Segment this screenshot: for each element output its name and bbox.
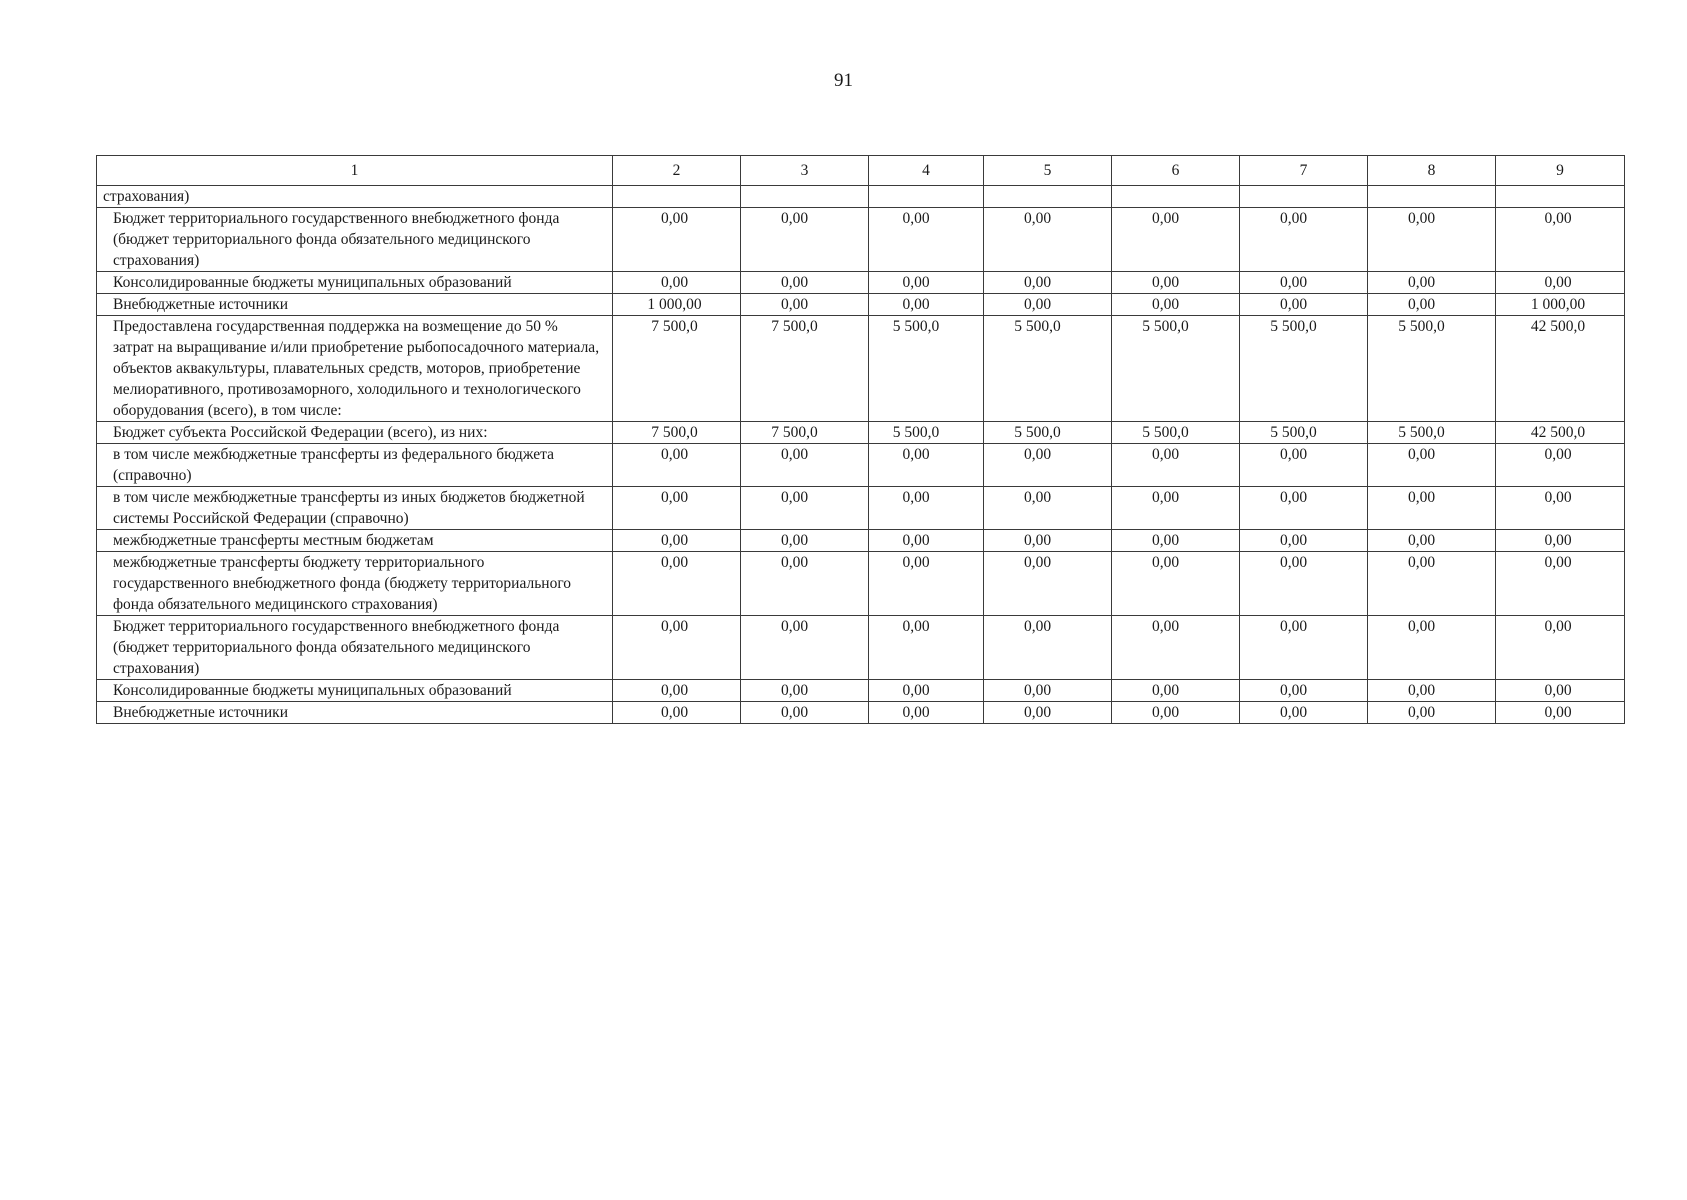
row-label: межбюджетные трансферты бюджету территориального государственного внебюджетного фонда (бюджету территориального фонда обязательного медицинского страхования): [97, 552, 613, 616]
table-row: [97, 680, 1625, 702]
table-body: [97, 186, 1625, 724]
table-cell: 1 000,00: [1496, 294, 1625, 316]
row-label: Консолидированные бюджеты муниципальных образований: [97, 680, 613, 702]
table-cell: 5 500,0: [869, 316, 984, 422]
table-cell: 7 500,0: [741, 422, 869, 444]
table-cell: 0,00: [984, 487, 1112, 530]
table-cell: 7 500,0: [741, 316, 869, 422]
page-number: 91: [834, 70, 853, 91]
table-cell: 0,00: [1240, 272, 1368, 294]
row-label: Бюджет субъекта Российской Федерации (всего), из них:: [97, 422, 613, 444]
table-cell: 0,00: [613, 272, 741, 294]
table-row: [97, 552, 1625, 616]
table-cell: 0,00: [1496, 487, 1625, 530]
table-cell: 0,00: [741, 702, 869, 724]
row-label: в том числе межбюджетные трансферты из иных бюджетов бюджетной системы Российской Федерации (справочно): [97, 487, 613, 530]
table-cell: 0,00: [1112, 208, 1240, 272]
table-cell: 0,00: [741, 487, 869, 530]
table-cell: 0,00: [1112, 444, 1240, 487]
table-cell: 0,00: [869, 680, 984, 702]
table-cell: 0,00: [869, 616, 984, 680]
table-cell: 0,00: [1496, 530, 1625, 552]
row-label: Внебюджетные источники: [97, 702, 613, 724]
table-cell: 0,00: [1368, 208, 1496, 272]
table-cell: 0,00: [613, 530, 741, 552]
table-cell: [1240, 186, 1368, 208]
table-cell: 0,00: [869, 208, 984, 272]
table-cell: 0,00: [1240, 294, 1368, 316]
table-cell: 0,00: [1368, 552, 1496, 616]
table-cell: 0,00: [1240, 444, 1368, 487]
table-cell: 0,00: [1240, 208, 1368, 272]
table-cell: 0,00: [1240, 702, 1368, 724]
table-cell: 0,00: [984, 616, 1112, 680]
table-cell: [741, 186, 869, 208]
column-header: 4: [869, 156, 984, 186]
table-cell: 5 500,0: [869, 422, 984, 444]
table-cell: 0,00: [1112, 530, 1240, 552]
table-cell: 0,00: [1112, 272, 1240, 294]
table-cell: 0,00: [984, 530, 1112, 552]
table-cell: [1368, 186, 1496, 208]
table-cell: 0,00: [613, 444, 741, 487]
table-cell: 0,00: [984, 294, 1112, 316]
table-cell: 0,00: [1112, 702, 1240, 724]
table-cell: 0,00: [1368, 680, 1496, 702]
row-label: Предоставлена государственная поддержка на возмещение до 50 % затрат на выращивание и/или приобретение рыбопосадочного материала, объектов аквакультуры, плавательных средств, моторов, приобретение мелиоративного, противозаморного, холодильного и технологического оборудования (всего), в том числе:: [97, 316, 613, 422]
row-label: межбюджетные трансферты местным бюджетам: [97, 530, 613, 552]
table-cell: 0,00: [741, 272, 869, 294]
table-cell: 0,00: [1112, 616, 1240, 680]
table-cell: 0,00: [741, 680, 869, 702]
table-cell: 0,00: [741, 208, 869, 272]
header-row: [97, 156, 1625, 186]
table-cell: 5 500,0: [984, 422, 1112, 444]
table-cell: 0,00: [741, 552, 869, 616]
table-cell: 0,00: [613, 702, 741, 724]
table-cell: 0,00: [613, 680, 741, 702]
table-cell: 0,00: [1496, 208, 1625, 272]
table-cell: 0,00: [1368, 530, 1496, 552]
table-cell: 0,00: [613, 616, 741, 680]
column-header: 8: [1368, 156, 1496, 186]
table-cell: 7 500,0: [613, 316, 741, 422]
table-cell: 0,00: [984, 702, 1112, 724]
table-cell: 5 500,0: [1112, 316, 1240, 422]
table-row: [97, 294, 1625, 316]
row-label: в том числе межбюджетные трансферты из федерального бюджета (справочно): [97, 444, 613, 487]
table-cell: 5 500,0: [1240, 316, 1368, 422]
table-row: [97, 487, 1625, 530]
table-cell: 0,00: [869, 552, 984, 616]
table-cell: 1 000,00: [613, 294, 741, 316]
row-label: Бюджет территориального государственного внебюджетного фонда (бюджет территориального фонда обязательного медицинского страхования): [97, 616, 613, 680]
column-header: 5: [984, 156, 1112, 186]
table-cell: [869, 186, 984, 208]
row-label: Бюджет территориального государственного внебюджетного фонда (бюджет территориального фонда обязательного медицинского страхования): [97, 208, 613, 272]
table-row: [97, 616, 1625, 680]
table-cell: 0,00: [1112, 552, 1240, 616]
table-cell: 0,00: [869, 294, 984, 316]
table-cell: 0,00: [613, 208, 741, 272]
table-cell: 0,00: [1112, 294, 1240, 316]
table-cell: 5 500,0: [1368, 422, 1496, 444]
column-header: 6: [1112, 156, 1240, 186]
column-header: 3: [741, 156, 869, 186]
table-cell: 0,00: [1368, 444, 1496, 487]
table-cell: 0,00: [869, 530, 984, 552]
table-cell: 0,00: [984, 272, 1112, 294]
table-cell: 0,00: [1496, 616, 1625, 680]
table-cell: 0,00: [1240, 487, 1368, 530]
table-row: [97, 702, 1625, 724]
table-cell: 0,00: [613, 552, 741, 616]
table-cell: 0,00: [1240, 616, 1368, 680]
table-cell: 0,00: [984, 680, 1112, 702]
table-cell: 0,00: [1496, 680, 1625, 702]
table-row: [97, 530, 1625, 552]
column-header: 9: [1496, 156, 1625, 186]
table-cell: 0,00: [1496, 552, 1625, 616]
table-cell: 0,00: [984, 552, 1112, 616]
table-cell: 5 500,0: [1112, 422, 1240, 444]
table-cell: 0,00: [869, 487, 984, 530]
table-cell: 0,00: [1368, 487, 1496, 530]
table-cell: 5 500,0: [1240, 422, 1368, 444]
table-cell: 0,00: [1240, 552, 1368, 616]
table-cell: 0,00: [1368, 616, 1496, 680]
table-cell: 0,00: [1240, 680, 1368, 702]
table-cell: 0,00: [1368, 294, 1496, 316]
table-row: [97, 422, 1625, 444]
column-header: 1: [97, 156, 613, 186]
row-label: страхования): [97, 186, 613, 208]
table-cell: 42 500,0: [1496, 422, 1625, 444]
table-cell: 0,00: [984, 208, 1112, 272]
table-cell: 0,00: [741, 616, 869, 680]
table-cell: 0,00: [869, 444, 984, 487]
table-cell: 0,00: [1240, 530, 1368, 552]
table-cell: 0,00: [741, 530, 869, 552]
table-cell: [1496, 186, 1625, 208]
table-row: [97, 208, 1625, 272]
table-cell: 42 500,0: [1496, 316, 1625, 422]
table-cell: 0,00: [869, 702, 984, 724]
row-label: Консолидированные бюджеты муниципальных образований: [97, 272, 613, 294]
table-cell: 0,00: [869, 272, 984, 294]
table-cell: [1112, 186, 1240, 208]
table-row: [97, 444, 1625, 487]
table-cell: 0,00: [613, 487, 741, 530]
row-label: Внебюджетные источники: [97, 294, 613, 316]
table-cell: 0,00: [1112, 680, 1240, 702]
table-cell: 0,00: [1496, 272, 1625, 294]
table-row: [97, 316, 1625, 422]
table-cell: 0,00: [1368, 702, 1496, 724]
table-cell: 5 500,0: [984, 316, 1112, 422]
table-cell: 5 500,0: [1368, 316, 1496, 422]
budget-table: [96, 155, 1625, 724]
table-cell: [984, 186, 1112, 208]
table-cell: 0,00: [741, 294, 869, 316]
table-cell: 0,00: [1496, 702, 1625, 724]
table-cell: 0,00: [1112, 487, 1240, 530]
table-cell: 7 500,0: [613, 422, 741, 444]
table-cell: [613, 186, 741, 208]
table-row: [97, 272, 1625, 294]
table-cell: 0,00: [1368, 272, 1496, 294]
table-row: [97, 186, 1625, 208]
column-header: 2: [613, 156, 741, 186]
table-cell: 0,00: [741, 444, 869, 487]
table-cell: 0,00: [984, 444, 1112, 487]
table-cell: 0,00: [1496, 444, 1625, 487]
column-header: 7: [1240, 156, 1368, 186]
